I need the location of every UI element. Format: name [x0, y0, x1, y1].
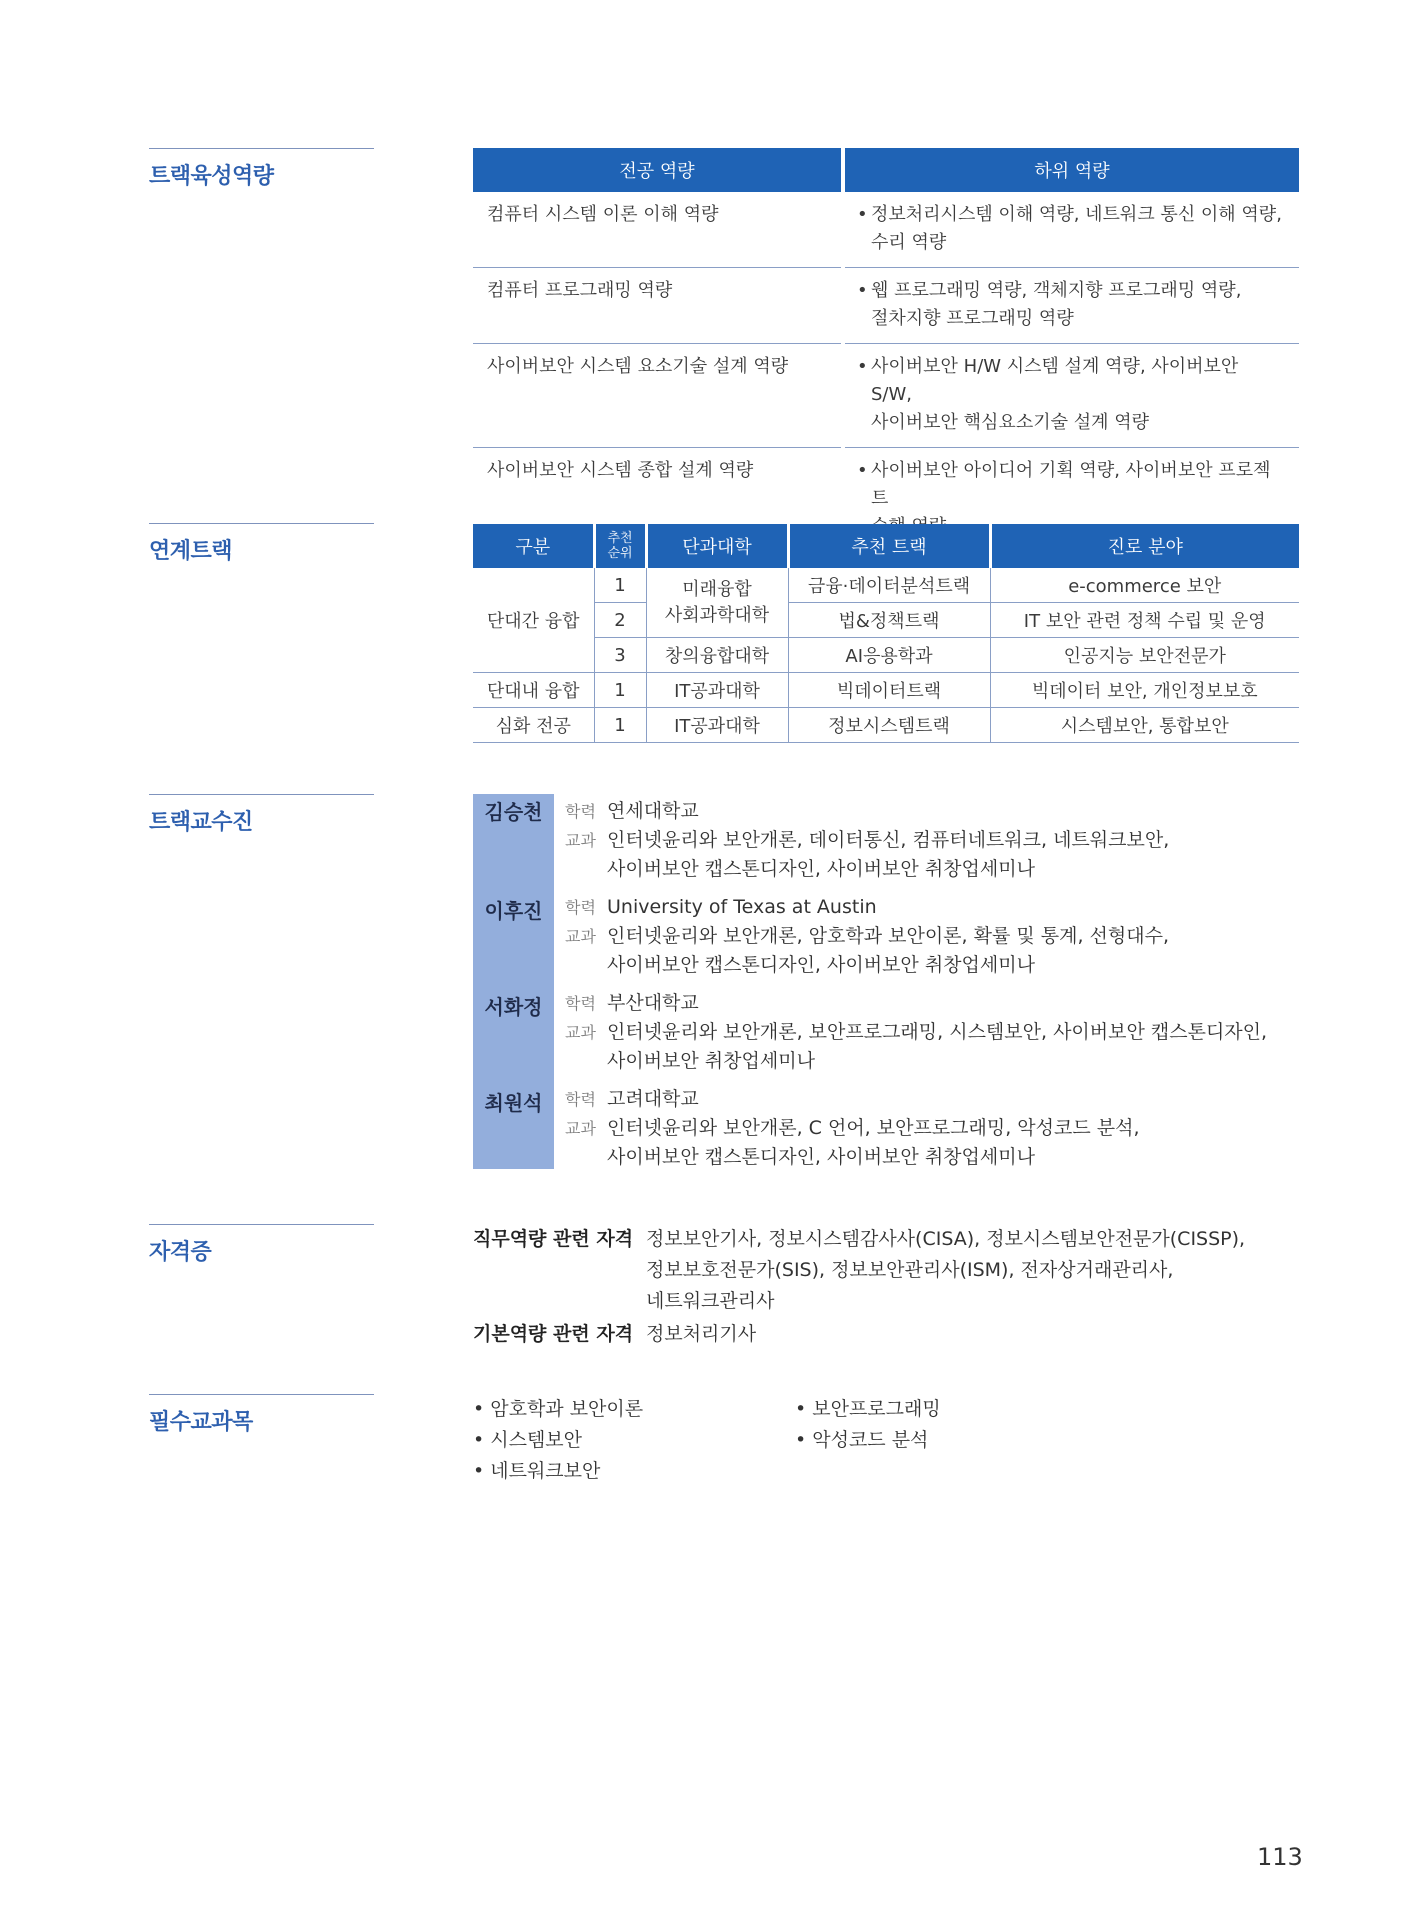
required-course-text: 시스템보안: [490, 1429, 583, 1451]
faculty-member: [473, 794, 1299, 884]
faculty-name: 이후진: [484, 899, 543, 923]
bullet-icon: •: [857, 204, 868, 225]
faculty-course-row: [565, 826, 1299, 884]
bullet-icon: •: [473, 1429, 491, 1451]
job-cert-line: 네트워크관리사: [646, 1290, 775, 1312]
header-career: 진로 분야: [990, 524, 1299, 568]
track-cell: 법&정책트랙: [788, 603, 990, 638]
bullet-icon: •: [857, 460, 868, 481]
major-competency-cell: 사이버보안 시스템 요소기술 설계 역량: [473, 344, 843, 448]
header-college: 단과대학: [646, 524, 788, 568]
header-track: 추천 트랙: [788, 524, 990, 568]
required-course-text: 네트워크보안: [490, 1460, 601, 1482]
course-line: 인터넷윤리와 보안개론, 암호학과 보안이론, 확률 및 통계, 선형대수,: [607, 925, 1169, 947]
header-major-competency: 전공 역량: [473, 148, 843, 192]
header-rank-top: 추천: [607, 531, 633, 546]
faculty-member: [473, 989, 1299, 1076]
required-course-item: [473, 1425, 795, 1456]
table-row: [473, 673, 1299, 708]
sub-competency-line: 수리 역량: [871, 232, 947, 253]
bullet-icon: •: [473, 1398, 491, 1420]
course-value: [607, 1018, 1267, 1076]
bullet-icon: •: [473, 1460, 491, 1482]
course-line: 인터넷윤리와 보안개론, 보안프로그래밍, 시스템보안, 사이버보안 캡스톤디자인,: [607, 1021, 1268, 1043]
rank-cell: 1: [594, 708, 646, 743]
course-line: 사이버보안 캡스톤디자인, 사이버보안 취창업세미나: [607, 1146, 1035, 1168]
career-cell: e-commerce 보안: [990, 568, 1299, 603]
basic-cert-value: 정보처리기사: [646, 1323, 757, 1345]
sub-competency-cell: [843, 344, 1299, 448]
edu-label: 학력: [565, 898, 596, 917]
sub-competency-line: 절차지향 프로그래밍 역량: [871, 308, 1074, 329]
bullet-icon: •: [857, 280, 868, 301]
faculty-name: 최원석: [484, 1091, 543, 1115]
track-cell: 금융·데이터분석트랙: [788, 568, 990, 603]
faculty-list: [473, 794, 1299, 1172]
table-row: [473, 344, 1299, 448]
section-title-required-courses: 필수교과목: [149, 1410, 253, 1435]
faculty-course-row: [565, 1114, 1299, 1172]
faculty-edu-row: [565, 797, 1299, 826]
major-competency-cell: 컴퓨터 프로그래밍 역량: [473, 268, 843, 344]
sub-competency-text: [871, 277, 1241, 333]
required-course-text: 악성코드 분석: [812, 1429, 929, 1451]
table-row: [473, 568, 1299, 603]
section-title-linked-track: 연계트랙: [149, 539, 233, 564]
track-cell: AI응용학과: [788, 638, 990, 673]
college-cell: IT공과대학: [646, 673, 788, 708]
table-row: [473, 708, 1299, 743]
sub-competency-cell: [843, 192, 1299, 268]
competency-table: [473, 148, 1299, 552]
required-course-item: [795, 1394, 1117, 1425]
edu-value: 연세대학교: [607, 800, 699, 822]
header-sub-competency: 하위 역량: [843, 148, 1299, 192]
career-cell: 빅데이터 보안, 개인정보보호: [990, 673, 1299, 708]
sub-competency-line: 사이버보안 H/W 시스템 설계 역량, 사이버보안 S/W,: [871, 356, 1239, 405]
job-cert-label: 직무역량 관련 자격: [473, 1228, 634, 1250]
sub-competency-line: 정보처리시스템 이해 역량, 네트워크 통신 이해 역량,: [871, 204, 1282, 225]
edu-label: 학력: [565, 802, 596, 821]
college-cell: IT공과대학: [646, 708, 788, 743]
major-competency-cell: 컴퓨터 시스템 이론 이해 역량: [473, 192, 843, 268]
faculty-edu-row: [565, 1085, 1299, 1114]
track-cell: 정보시스템트랙: [788, 708, 990, 743]
required-course-list: [473, 1394, 1299, 1487]
group-inter-college: 단대간 융합: [473, 568, 594, 673]
basic-cert-label: 기본역량 관련 자격: [473, 1323, 634, 1345]
faculty-name: 김승천: [484, 800, 543, 824]
college-merged-cell: [646, 568, 788, 638]
faculty-edu-row: [565, 893, 1299, 922]
required-course-item: [795, 1425, 1117, 1456]
track-cell: 빅데이터트랙: [788, 673, 990, 708]
table-row: [473, 638, 1299, 673]
linked-track-table: [473, 524, 1299, 743]
major-competency-cell: 사이버보안 시스템 종합 설계 역량: [473, 448, 843, 552]
table-row: [473, 268, 1299, 344]
sub-competency-line: 사이버보안 아이디어 기획 역량, 사이버보안 프로젝트: [871, 460, 1271, 509]
edu-label: 학력: [565, 1090, 596, 1109]
sub-competency-line: 웹 프로그래밍 역량, 객체지향 프로그래밍 역량,: [871, 280, 1242, 301]
bullet-icon: •: [795, 1429, 813, 1451]
course-label: 교과: [565, 831, 596, 850]
rank-cell: 2: [594, 603, 646, 638]
bullet-item: [857, 277, 1285, 333]
section-title-track-competency: 트랙육성역량: [149, 164, 274, 189]
required-course-text: 보안프로그래밍: [812, 1398, 941, 1420]
table-row: [473, 603, 1299, 638]
section-title-faculty: 트랙교수진: [149, 810, 253, 835]
required-course-item: [473, 1394, 795, 1425]
section-title-certificates: 자격증: [149, 1240, 212, 1265]
course-line: 인터넷윤리와 보안개론, C 언어, 보안프로그래밍, 악성코드 분석,: [607, 1117, 1140, 1139]
faculty-member: [473, 893, 1299, 980]
course-line: 인터넷윤리와 보안개론, 데이터통신, 컴퓨터네트워크, 네트워크보안,: [607, 829, 1170, 851]
career-cell: IT 보안 관련 정책 수립 및 운영: [990, 603, 1299, 638]
basic-cert-row: [473, 1319, 1299, 1350]
job-cert-row: [473, 1224, 1299, 1317]
course-label: 교과: [565, 927, 596, 946]
course-label: 교과: [565, 1023, 596, 1042]
college-merged-line-1: 미래융합: [682, 578, 752, 600]
course-line: 사이버보안 캡스톤디자인, 사이버보안 취창업세미나: [607, 858, 1035, 880]
faculty-course-row: [565, 922, 1299, 980]
edu-value: University of Texas at Austin: [607, 896, 877, 918]
course-line: 사이버보안 캡스톤디자인, 사이버보안 취창업세미나: [607, 954, 1035, 976]
course-value: [607, 922, 1169, 980]
bullet-icon: •: [795, 1398, 813, 1420]
job-cert-line: 정보보호전문가(SIS), 정보보안관리사(ISM), 전자상거래관리사,: [646, 1259, 1174, 1281]
sub-competency-text: [871, 353, 1285, 437]
rank-cell: 1: [594, 673, 646, 708]
header-rank: [594, 524, 646, 568]
college-cell: 창의융합대학: [646, 638, 788, 673]
college-merged-line-2: 사회과학대학: [664, 604, 770, 626]
job-cert-line: 정보보안기사, 정보시스템감사사(CISA), 정보시스템보안전문가(CISSP),: [646, 1228, 1246, 1250]
faculty-member: [473, 1085, 1299, 1172]
header-category: 구분: [473, 524, 594, 568]
required-course-text: 암호학과 보안이론: [490, 1398, 644, 1420]
table-row: [473, 192, 1299, 268]
bullet-icon: •: [857, 356, 868, 377]
job-cert-value: [646, 1224, 1245, 1317]
page-number: 113: [1257, 1843, 1303, 1871]
career-cell: 인공지능 보안전문가: [990, 638, 1299, 673]
rank-cell: 1: [594, 568, 646, 603]
faculty-edu-row: [565, 989, 1299, 1018]
required-course-item: [473, 1456, 795, 1487]
course-label: 교과: [565, 1119, 596, 1138]
edu-value: 고려대학교: [607, 1088, 699, 1110]
career-cell: 시스템보안, 통합보안: [990, 708, 1299, 743]
category-cell: 단대내 융합: [473, 673, 594, 708]
category-cell: 심화 전공: [473, 708, 594, 743]
course-value: [607, 826, 1169, 884]
section-label-rule: [149, 148, 374, 190]
course-value: [607, 1114, 1140, 1172]
course-line: 사이버보안 취창업세미나: [607, 1050, 815, 1072]
header-rank-bottom: 순위: [607, 546, 633, 561]
rank-cell: 3: [594, 638, 646, 673]
bullet-item: [857, 201, 1285, 257]
sub-competency-cell: [843, 268, 1299, 344]
faculty-course-row: [565, 1018, 1299, 1076]
edu-value: 부산대학교: [607, 992, 699, 1014]
sub-competency-line: 사이버보안 핵심요소기술 설계 역량: [871, 412, 1149, 433]
edu-label: 학력: [565, 994, 596, 1013]
faculty-name: 서화정: [484, 995, 543, 1019]
bullet-item: [857, 353, 1285, 437]
sub-competency-text: [871, 201, 1282, 257]
